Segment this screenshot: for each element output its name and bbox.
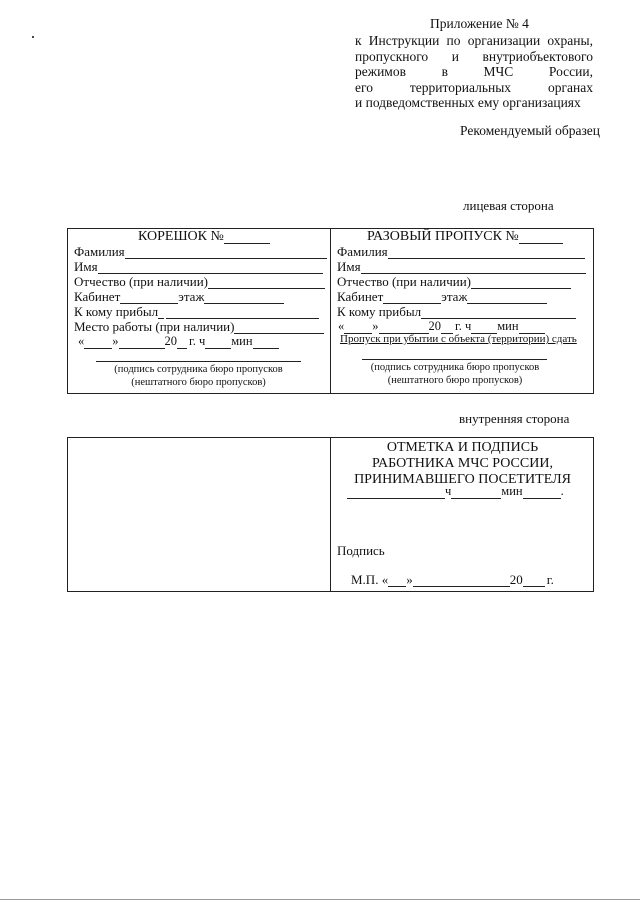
- stub-signature-line[interactable]: [96, 361, 301, 362]
- page-bottom-edge: [0, 899, 640, 900]
- header-word: территориальных: [409, 79, 512, 95]
- header-word: организации: [467, 33, 541, 48]
- pass-surname-field[interactable]: Фамилия: [337, 244, 585, 259]
- pass-title: РАЗОВЫЙ ПРОПУСК №: [367, 229, 563, 244]
- pass-cabinet-field[interactable]: Кабинет этаж: [337, 289, 547, 304]
- pass-to-whom-field[interactable]: К кому прибыл: [337, 304, 576, 319]
- pass-signature-line[interactable]: [362, 359, 547, 360]
- pass-patronymic-field[interactable]: Отчество (при наличии): [337, 274, 571, 289]
- back-side-label: внутренняя сторона: [459, 411, 570, 426]
- header-word: внутриобъектового: [482, 48, 593, 64]
- pass-name-field[interactable]: Имя: [337, 259, 586, 274]
- stub-patronymic-field[interactable]: Отчество (при наличии): [74, 274, 325, 289]
- stub-surname-field[interactable]: Фамилия: [74, 244, 327, 259]
- stub-signature-note: (подпись сотрудника бюро пропусков (нештатного бюро пропусков): [114, 364, 283, 388]
- header-word: по: [446, 33, 461, 48]
- stub-name-field[interactable]: Имя: [74, 259, 323, 274]
- header-word: Инструкции: [368, 33, 440, 48]
- back-stamp-date-field[interactable]: М.П. « » 20 г.: [351, 572, 554, 587]
- stub-date-time-field[interactable]: « » 20 г. ч мин: [78, 334, 279, 349]
- back-time-field[interactable]: ч мин .: [347, 484, 564, 499]
- pass-return-note: Пропуск при убытии с объекта (территории) сдать: [340, 333, 577, 345]
- header-word: органах: [547, 79, 593, 95]
- sample-label: Рекомендуемый образец: [460, 123, 601, 138]
- stub-title: КОРЕШОК №: [138, 229, 270, 244]
- header-word: и: [451, 48, 459, 64]
- pass-signature-note: (подпись сотрудника бюро пропусков (нештатного бюро пропусков): [370, 362, 540, 386]
- stub-cabinet-field[interactable]: Кабинет этаж: [74, 289, 284, 304]
- front-side-label: лицевая сторона: [463, 198, 554, 213]
- scan-speck: [32, 36, 34, 38]
- stub-workplace-field[interactable]: Место работы (при наличии): [74, 319, 324, 334]
- header-word: пропускного: [355, 48, 429, 64]
- front-divider: [330, 228, 331, 394]
- pass-date-time-field[interactable]: « » 20 г. ч мин: [338, 319, 545, 334]
- header-word: охраны,: [547, 33, 593, 48]
- back-signature-label: Подпись: [337, 543, 385, 558]
- header-line: и подведомственных ему организациях: [355, 95, 581, 110]
- header-word: к: [355, 33, 362, 48]
- header-word: в: [441, 64, 448, 79]
- header-word: его: [355, 79, 373, 95]
- header-word: режимов: [355, 64, 406, 79]
- appendix-number: Приложение № 4: [430, 16, 529, 31]
- back-heading: ОТМЕТКА И ПОДПИСЬ РАБОТНИКА МЧС РОССИИ, ПРИНИМАВШЕГО ПОСЕТИТЕЛЯ: [354, 440, 571, 487]
- header-word: МЧС: [483, 64, 514, 79]
- stub-to-whom-field[interactable]: К кому прибыл: [74, 304, 319, 319]
- header-word: России,: [548, 64, 593, 79]
- appendix-reference: [355, 33, 593, 111]
